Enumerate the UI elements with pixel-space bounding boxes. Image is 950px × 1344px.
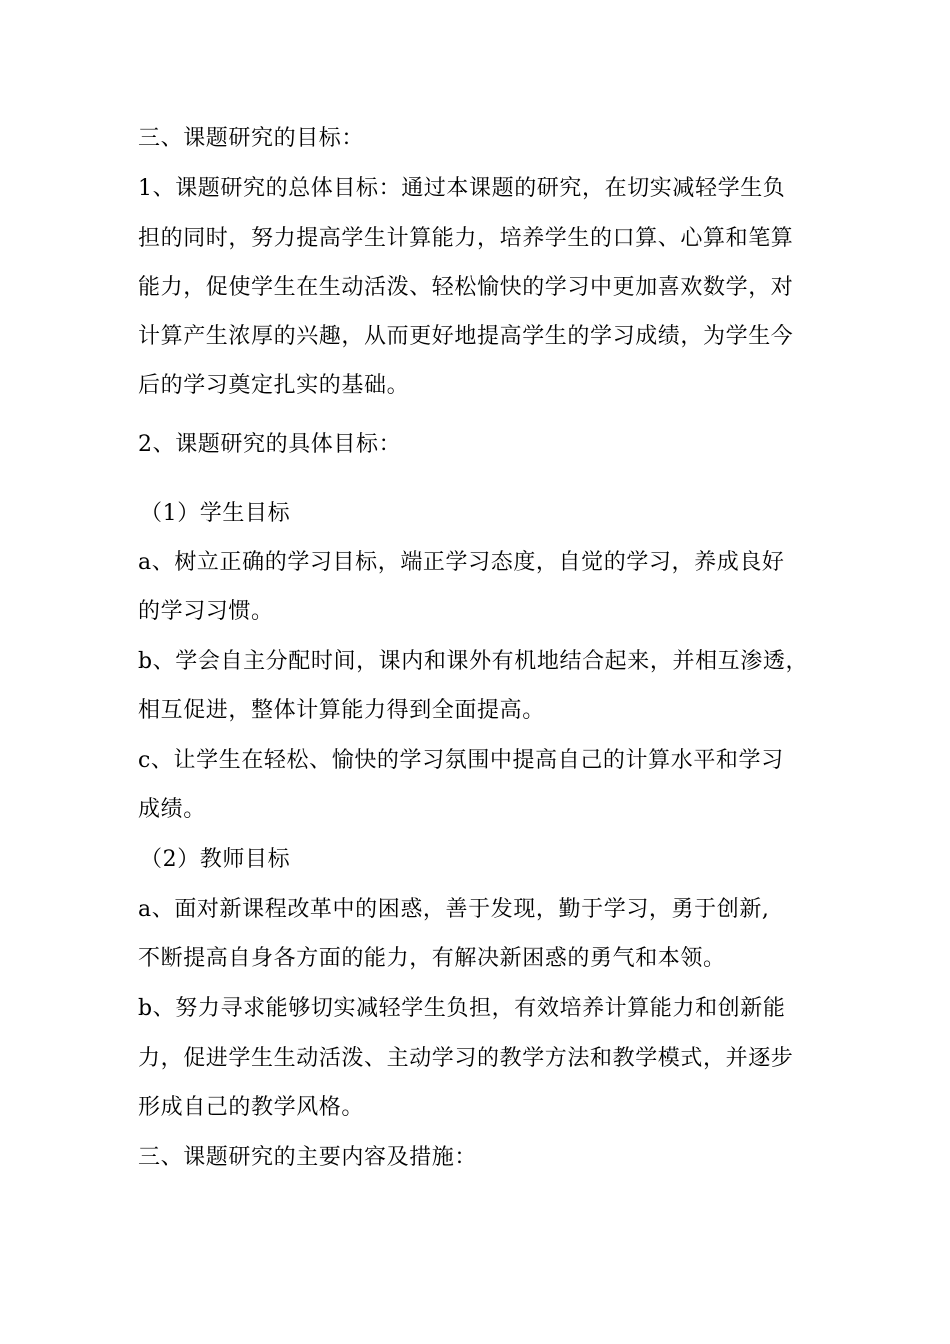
paragraph-line: 的学习习惯。	[138, 599, 274, 624]
paragraph-line: b、学会自主分配时间，课内和课外有机地结合起来，并相互渗透，	[138, 649, 809, 674]
paragraph-line: a、面对新课程改革中的困惑，善于发现，勤于学习，勇于创新,	[138, 897, 770, 922]
paragraph-line: 能力，促使学生在生动活泼、轻松愉快的学习中更加喜欢数学，对	[138, 275, 794, 300]
paragraph-line: 1、课题研究的总体目标：通过本课题的研究，在切实减轻学生负	[138, 176, 786, 201]
paragraph-line: b、努力寻求能够切实减轻学生负担，有效培养计算能力和创新能	[138, 996, 786, 1021]
paragraph-line: c、让学生在轻松、愉快的学习氛围中提高自己的计算水平和学习	[138, 748, 784, 773]
subheading-specific-goals: 2、课题研究的具体目标：	[138, 432, 402, 457]
paragraph-line: 形成自己的教学风格。	[138, 1095, 365, 1120]
paragraph-line: 不断提高自身各方面的能力，有解决新困惑的勇气和本领。	[138, 946, 726, 971]
paragraph-line: a、树立正确的学习目标，端正学习态度，自觉的学习，养成良好	[138, 550, 785, 575]
paragraph-line: 成绩。	[138, 797, 206, 822]
subheading-student-goals: （1）学生目标	[140, 501, 291, 526]
subheading-teacher-goals: （2）教师目标	[140, 847, 291, 872]
section-heading-research-goals: 三、课题研究的目标：	[138, 126, 365, 151]
section-heading-main-content: 三、课题研究的主要内容及措施：	[138, 1145, 478, 1170]
paragraph-line: 担的同时，努力提高学生计算能力，培养学生的口算、心算和笔算	[138, 226, 794, 251]
paragraph-line: 计算产生浓厚的兴趣，从而更好地提高学生的学习成绩，为学生今	[138, 324, 794, 349]
paragraph-line: 后的学习奠定扎实的基础。	[138, 373, 410, 398]
paragraph-line: 力，促进学生生动活泼、主动学习的教学方法和教学模式，并逐步	[138, 1046, 794, 1071]
paragraph-line: 相互促进，整体计算能力得到全面提高。	[138, 698, 545, 723]
